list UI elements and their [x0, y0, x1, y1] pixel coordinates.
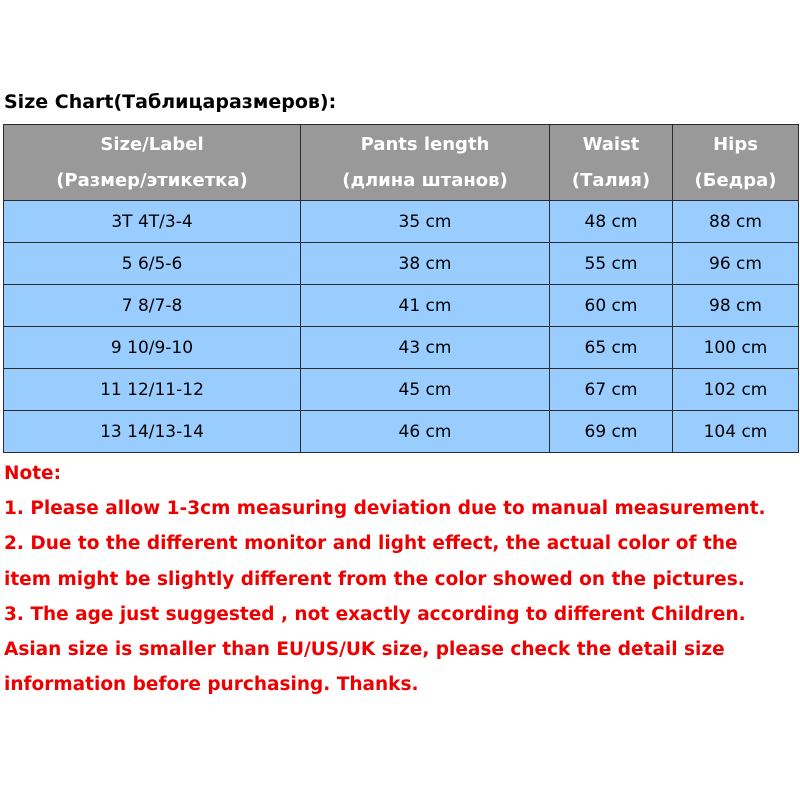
- note-line: 3. The age just suggested , not exactly according to different Children.: [4, 603, 746, 625]
- cell-waist: 48 cm: [550, 201, 673, 243]
- cell-pants-length: 43 cm: [301, 327, 550, 369]
- cell-size: 7 8/7-8: [4, 285, 301, 327]
- header-waist: [550, 125, 673, 201]
- table-row: [4, 243, 799, 285]
- header-waist-ru: (Талия): [571, 169, 651, 191]
- cell-size: 9 10/9-10: [4, 327, 301, 369]
- cell-waist: 55 cm: [550, 243, 673, 285]
- note-line: 2. Due to the different monitor and light effect, the actual color of the: [4, 533, 738, 555]
- cell-size: 13 14/13-14: [4, 411, 301, 453]
- cell-waist: 69 cm: [550, 411, 673, 453]
- page-title: Size Chart(Таблицаразмеров):: [4, 91, 337, 113]
- cell-size: 3T 4T/3-4: [4, 201, 301, 243]
- header-hips: [673, 125, 799, 201]
- header-pants-length: [301, 125, 550, 201]
- cell-hips: 96 cm: [673, 243, 799, 285]
- note-line: 1. Please allow 1-3cm measuring deviation due to manual measurement.: [4, 498, 766, 520]
- cell-pants-length: 46 cm: [301, 411, 550, 453]
- table-row: [4, 201, 799, 243]
- note-heading: Note:: [4, 463, 61, 484]
- table-row: [4, 285, 799, 327]
- size-table: [3, 124, 799, 453]
- header-hips-ru: (Бедра): [694, 169, 777, 191]
- cell-size: 5 6/5-6: [4, 243, 301, 285]
- cell-hips: 102 cm: [673, 369, 799, 411]
- cell-hips: 98 cm: [673, 285, 799, 327]
- header-hips-en: Hips: [713, 133, 758, 155]
- cell-waist: 60 cm: [550, 285, 673, 327]
- note-line: Asian size is smaller than EU/US/UK size, please check the detail size: [4, 639, 725, 661]
- header-size-label-en: Size/Label: [100, 133, 204, 155]
- header-pants-length-ru: (длина штанов): [342, 169, 508, 191]
- cell-pants-length: 45 cm: [301, 369, 550, 411]
- cell-waist: 67 cm: [550, 369, 673, 411]
- table-row: [4, 369, 799, 411]
- table-header-row: [4, 125, 799, 201]
- cell-size: 11 12/11-12: [4, 369, 301, 411]
- cell-hips: 100 cm: [673, 327, 799, 369]
- table-row: [4, 327, 799, 369]
- header-waist-en: Waist: [582, 133, 640, 155]
- cell-hips: 88 cm: [673, 201, 799, 243]
- header-size-label: [4, 125, 301, 201]
- note-line: information before purchasing. Thanks.: [4, 674, 419, 696]
- table-row: [4, 411, 799, 453]
- notes-section: [4, 456, 798, 702]
- cell-pants-length: 35 cm: [301, 201, 550, 243]
- cell-pants-length: 38 cm: [301, 243, 550, 285]
- header-pants-length-en: Pants length: [360, 133, 490, 155]
- cell-pants-length: 41 cm: [301, 285, 550, 327]
- note-line: item might be slightly different from the color showed on the pictures.: [4, 568, 745, 590]
- cell-hips: 104 cm: [673, 411, 799, 453]
- header-size-label-ru: (Размер/этикетка): [56, 169, 248, 191]
- cell-waist: 65 cm: [550, 327, 673, 369]
